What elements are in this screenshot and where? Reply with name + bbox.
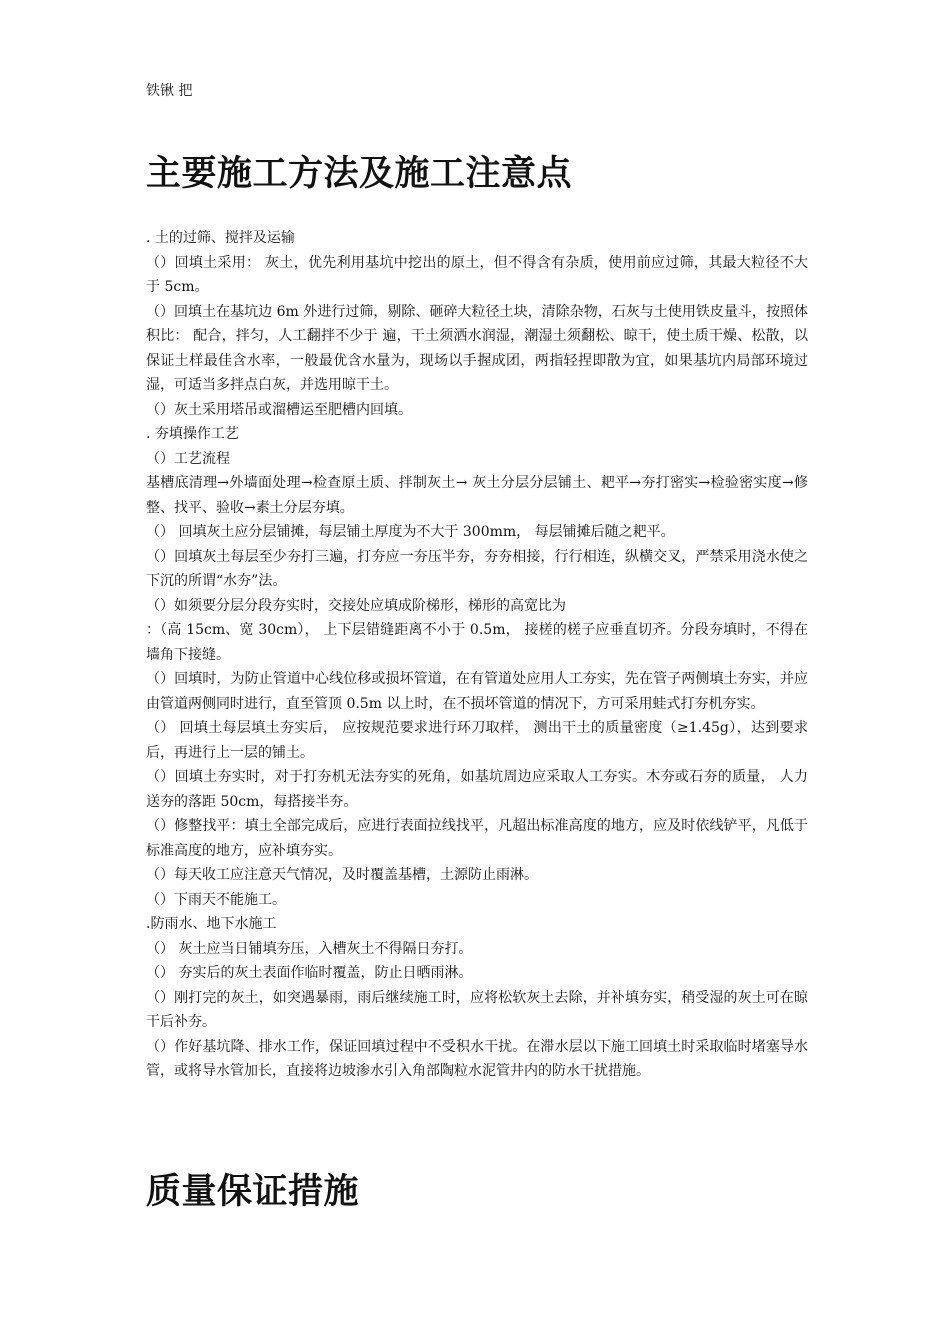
paragraph: （）回填土在基坑边 6m 外进行过筛，剔除、砸碎大粒径土块，清除杂物，石灰与土使用铁皮量斗，按照体积比： 配合，拌匀，人工翻拌不少于 遍，干土须洒水润湿，潮湿土须翻松、晾干，使土质干燥、松散，以保证土样最佳含水率，一般最优含水量为，现场以手握成团，两指轻捏即散为宜，如果基坑内局部环境过湿，可适当多拌点白灰，并选用晾干土。 <box>146 303 808 393</box>
section-heading-quality-assurance: 质量保证措施 <box>146 1172 360 1212</box>
paragraph: （） 回填灰土应分层铺摊，每层铺土厚度为不大于 300mm， 每层铺摊后随之耙平。 <box>146 524 675 540</box>
paragraph: 基槽底清理→外墙面处理→检查原土质、拌制灰土→ 灰土分层分层铺土、耙平→夯打密实→检验密实度→修整、找平、验收→素土分层夯填。 <box>146 475 808 516</box>
paragraph: .防雨水、地下水施工 <box>146 916 277 932</box>
paragraph: （）回填土采用： 灰土，优先利用基坑中挖出的原土，但不得含有杂质，使用前应过筛，其最大粒径不大于 5cm。 <box>146 254 808 295</box>
paragraph: （）作好基坑降、排水工作，保证回填过程中不受积水干扰。在滞水层以下施工回填土时采取临时堵塞导水管，或将导水管加长，直接将边坡渗水引入角部陶粒水泥管井内的防水干扰措施。 <box>146 1038 808 1079</box>
paragraph: （）如须要分层分段夯实时，交接处应填成阶梯形，梯形的高宽比为 <box>146 597 566 614</box>
paragraph: ：（高 15cm、宽 30cm）， 上下层错缝距离不小于 0.5m， 接槎的槎子应垂直切齐。分段夯填时，不得在墙角下接缝。 <box>146 622 808 663</box>
paragraph: . 土的过筛、搅拌及运输 <box>146 230 295 246</box>
section-heading-construction-methods: 主要施工方法及施工注意点 <box>146 154 573 194</box>
paragraph: （）刚打完的灰土，如突遇暴雨，雨后继续施工时，应将松软灰土去除，并补填夯实，稍受湿的灰土可在晾干后补夯。 <box>146 989 808 1030</box>
paragraph: （）回填灰土每层至少夯打三遍，打夯应一夯压半夯，夯夯相接，行行相连，纵横交叉，严禁采用浇水使之下沉的所谓“水夯”法。 <box>146 548 808 589</box>
body-text <box>146 226 808 1084</box>
paragraph: （） 灰土应当日铺填夯压，入槽灰土不得隔日夯打。 <box>146 940 473 957</box>
paragraph: （） 夯实后的灰土表面作临时覆盖，防止日晒雨淋。 <box>146 965 473 981</box>
paragraph: （） 回填土每层填土夯实后， 应按规范要求进行环刀取样， 测出干土的质量密度（≥1.45g），达到要求后，再进行上一层的铺土。 <box>146 720 808 761</box>
top-line-text: 铁锹 把 <box>146 83 193 99</box>
paragraph: （）回填土夯实时，对于打夯机无法夯实的死角，如基坑周边应采取人工夯实。木夯或石夯的质量， 人力送夯的落距 50cm，每搭接半夯。 <box>146 769 808 810</box>
paragraph: （）回填时，为防止管道中心线位移或损坏管道，在有管道处应用人工夯实，先在管子两侧填土夯实，并应由管道两侧同时进行，直至管顶 0.5m 以上时，在不损坏管道的情况下，方可采用蛙式打夯机夯实。 <box>146 671 808 712</box>
paragraph: （）工艺流程 <box>146 450 230 467</box>
paragraph: （）下雨天不能施工。 <box>146 891 286 908</box>
paragraph: . 夯填操作工艺 <box>146 426 239 442</box>
paragraph: （）每天收工应注意天气情况，及时覆盖基槽，土源防止雨淋。 <box>146 867 538 883</box>
paragraph: （）灰土采用塔吊或溜槽运至肥槽内回填。 <box>146 401 412 418</box>
paragraph: （）修整找平：填土全部完成后，应进行表面拉线找平，凡超出标准高度的地方，应及时依线铲平，凡低于标准高度的地方，应补填夯实。 <box>146 818 808 859</box>
